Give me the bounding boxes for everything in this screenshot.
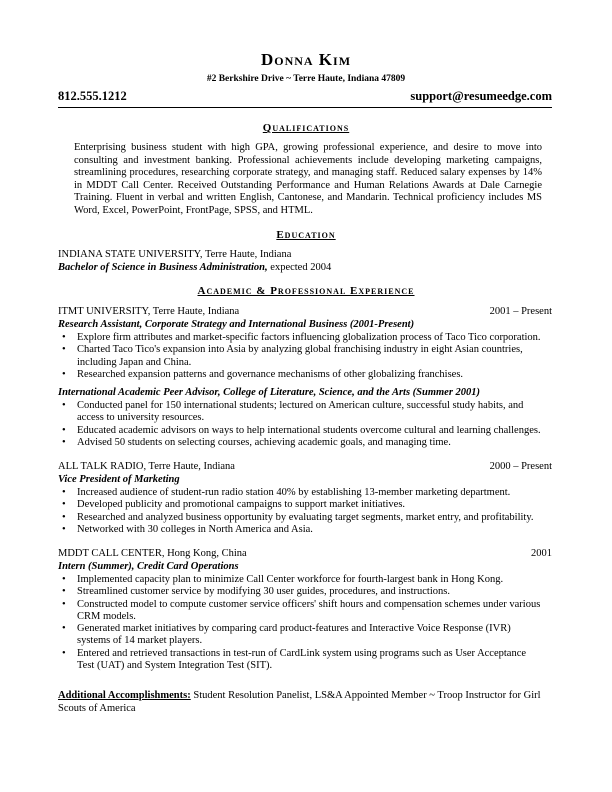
itmt-dates: 2001 – Present [489, 306, 552, 317]
list-item: • Increased audience of student-run radio station 40% by establishing 13-member marketing department. [62, 487, 542, 499]
list-item: • Streamlined customer service by modifying 30 user guides, procedures, and instructions. [62, 586, 542, 598]
header-divider [58, 107, 552, 108]
list-item: • Researched and analyzed business opportunity by evaluating target segments, market entry, and profitability. [62, 512, 542, 524]
radio-org: ALL TALK RADIO, Terre Haute, Indiana [58, 461, 235, 472]
itmt-org-line [58, 306, 552, 319]
list-item: • Constructed model to compute customer service officers' shift hours and compensation schemes under various CRM models. [62, 599, 542, 624]
radio-role: Vice President of Marketing [58, 474, 180, 485]
list-item: • Entered and retrieved transactions in test-run of CardLink system using programs such as User Acceptance Test (UAT) and System Integration Test (SIT). [62, 648, 542, 673]
additional-text: Student Resolution Panelist, LS&A Appointed Member ~ Troop Instructor for Girl Scouts of America [58, 690, 541, 714]
mddt-bullets [62, 574, 542, 672]
mddt-org: MDDT CALL CENTER, Hong Kong, China [58, 548, 247, 559]
list-item: • Generated market initiatives by comparing card product-features and Interactive Voice Response (IVR) systems of 14 market players. [62, 623, 542, 648]
itmt-role-advisor: International Academic Peer Advisor, College of Literature, Science, and the Arts (Summer 2001) [58, 387, 481, 398]
education-degree-line [58, 262, 552, 275]
education-expected: expected 2004 [267, 262, 332, 273]
list-item: • Advised 50 students on selecting courses, achieving academic goals, and managing time. [62, 437, 542, 449]
itmt-org: ITMT UNIVERSITY, Terre Haute, Indiana [58, 306, 240, 317]
mddt-dates: 2001 [531, 548, 552, 559]
list-item: • Charted Taco Tico's expansion into Asia by analyzing global franchising industry in eight Asian countries, including Japan and China. [62, 344, 542, 369]
list-item: • Educated academic advisors on ways to help international students overcome cultural and learning challenges. [62, 425, 542, 437]
education-heading: Education [276, 229, 336, 241]
radio-bullets [62, 487, 542, 536]
candidate-name: Donna Kim [260, 50, 352, 69]
radio-dates: 2000 – Present [489, 461, 552, 472]
phone-number: 812.555.1212 [58, 89, 127, 103]
additional-label: Additional Accomplishments: [58, 690, 191, 701]
experience-heading: Academic & Professional Experience [197, 285, 415, 297]
list-item: • Explore firm attributes and market-specific factors influencing globalization process of Taco Tico corporation. [62, 332, 542, 344]
education-school: INDIANA STATE UNIVERSITY, Terre Haute, Indiana [58, 249, 292, 260]
list-item: • Networked with 30 colleges in North America and Asia. [62, 524, 542, 536]
itmt-role-research: Research Assistant, Corporate Strategy and International Business (2001-Present) [58, 319, 415, 330]
address-line: #2 Berkshire Drive ~ Terre Haute, Indiana 47809 [206, 74, 406, 84]
education-degree: Bachelor of Science in Business Administration, [58, 262, 268, 273]
list-item: • Conducted panel for 150 international students; lectured on American culture, successful study habits, and access to university resources. [62, 400, 542, 425]
itmt-research-bullets [62, 332, 542, 381]
qualifications-text: Enterprising business student with high GPA, growing professional experience, and desire to move into consulting and investment banking. Professional achievements include developing marketing campaigns, streamlining procedures, researching corporate strategy, and managing staff. Reduced salary expenses by 14% in MDDT Call Center. Received Outstanding Performance and Human Relations Awards at Dale Carnegie Training. Fluent in verbal and written English, Cantonese, and Mandarin. Technical proficiency includes MS Word, Excel, PowerPoint, FrontPage, SPSS, and HTML. [74, 142, 542, 216]
itmt-advisor-bullets [62, 400, 542, 449]
qualifications-heading: Qualifications [262, 122, 350, 134]
mddt-role: Intern (Summer), Credit Card Operations [58, 561, 239, 572]
radio-org-line [58, 461, 552, 474]
additional-accomplishments [58, 690, 552, 715]
list-item: • Developed publicity and promotional campaigns to support market initiatives. [62, 499, 542, 511]
list-item: • Implemented capacity plan to minimize Call Center workforce for fourth-largest bank in Hong Kong. [62, 574, 542, 586]
mddt-org-line [58, 548, 552, 561]
email-address[interactable]: support@resumeedge.com [410, 89, 552, 103]
list-item: • Researched expansion patterns and governance mechanisms of other globalizing franchises. [62, 369, 542, 381]
